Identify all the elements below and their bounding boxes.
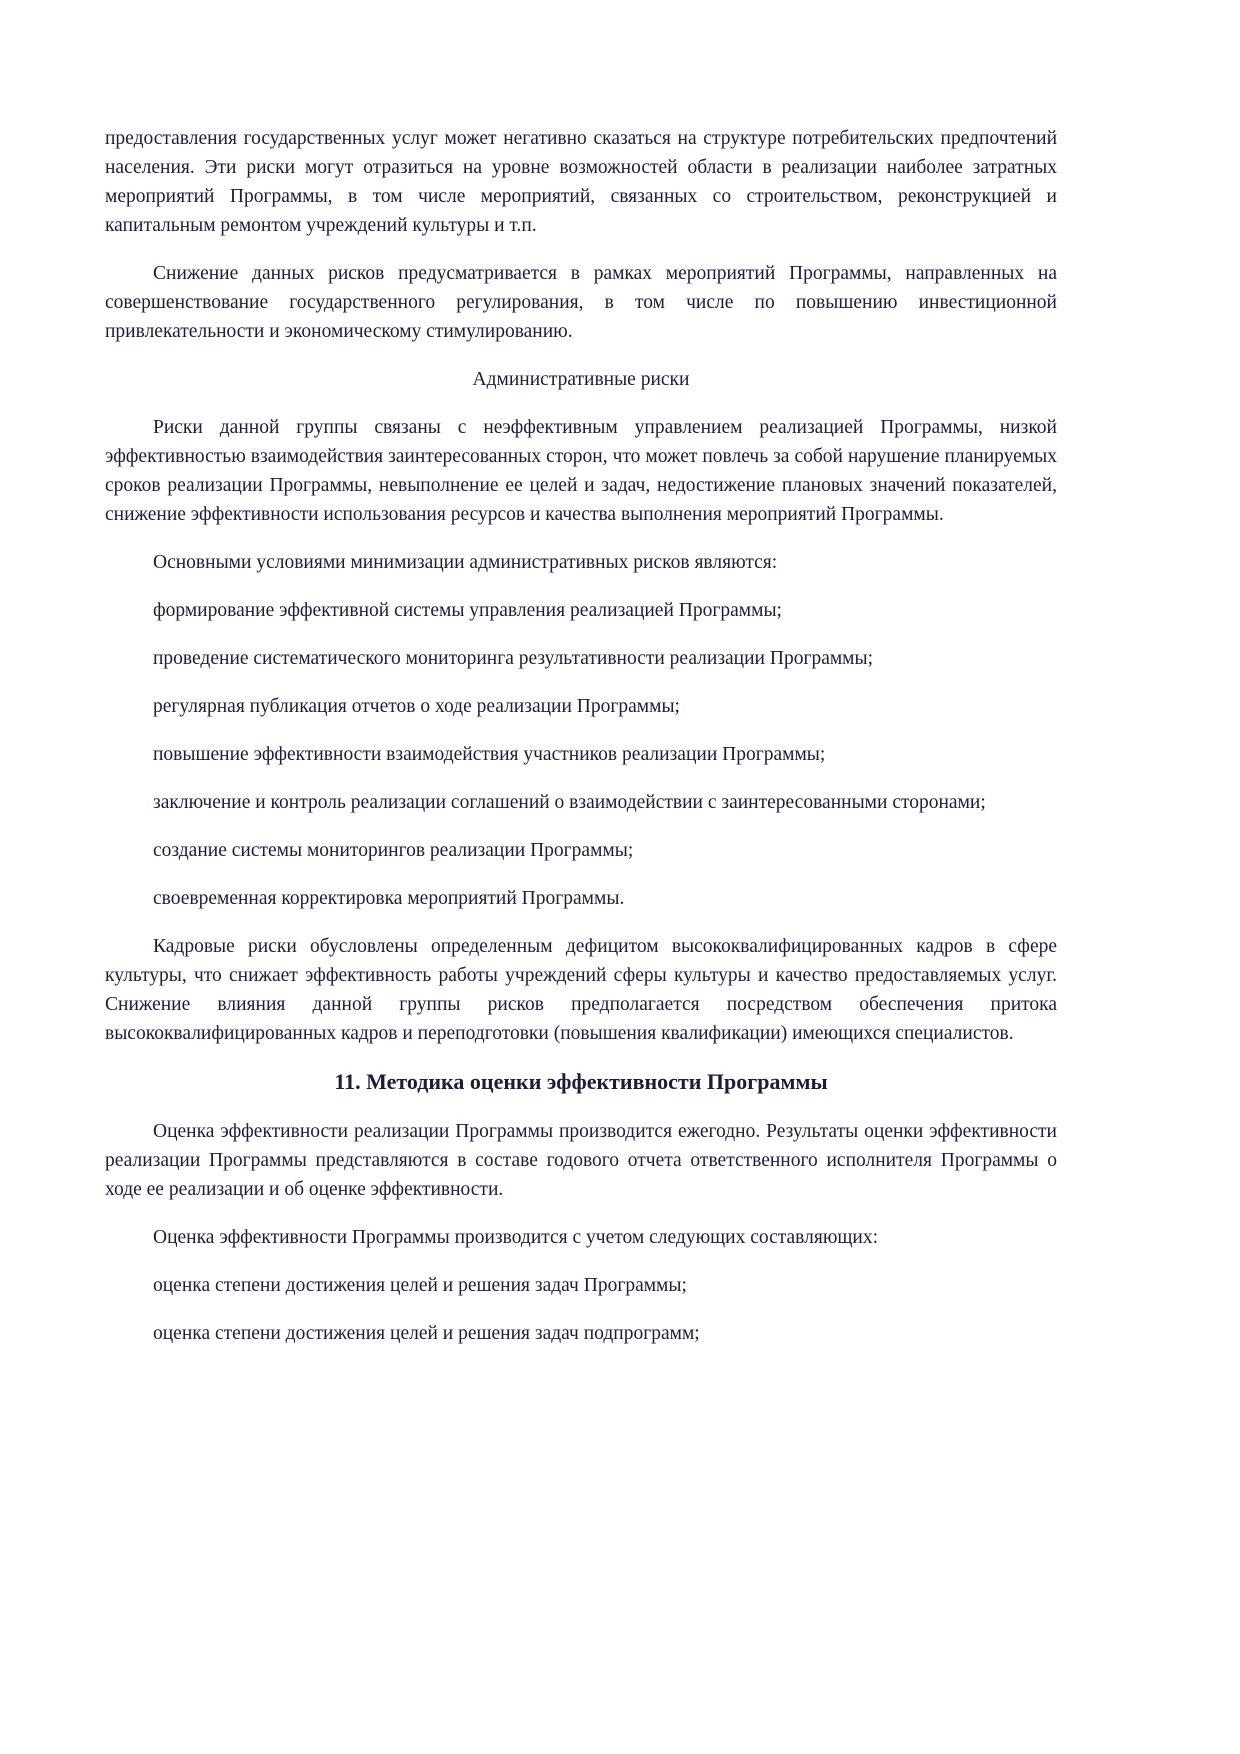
list-item-paragraph: оценка степени достижения целей и решения задач Программы; — [153, 1275, 687, 1296]
body-paragraph: Риски данной группы связаны с неэффективным управлением реализацией Программы, низкой эффективностью взаимодействия заинтересованных сторон, что может повлечь за собой нарушение планируемых сроков реализации Программы, невыполнение ее целей и задач, недостижение плановых значений показателей, снижение эффективности использования ресурсов и качества выполнения мероприятий Программы. — [105, 417, 1057, 525]
list-item-paragraph: своевременная корректировка мероприятий Программы. — [153, 888, 625, 909]
list-item-paragraph: создание системы мониторингов реализации Программы; — [153, 840, 634, 861]
list-item-paragraph: формирование эффективной системы управления реализацией Программы; — [153, 600, 782, 621]
body-paragraph: Оценка эффективности реализации Программы производится ежегодно. Результаты оценки эффективности реализации Программы представляются в составе годового отчета ответственного исполнителя Программы о ходе ее реализации и об оценке эффективности. — [105, 1121, 1057, 1200]
chapter-heading: 11. Методика оценки эффективности Программы — [334, 1069, 828, 1094]
body-paragraph: Основными условиями минимизации административных рисков являются: — [153, 552, 778, 573]
list-item-paragraph: регулярная публикация отчетов о ходе реализации Программы; — [153, 696, 680, 717]
list-item-paragraph: оценка степени достижения целей и решения задач подпрограмм; — [153, 1323, 700, 1344]
body-paragraph: Кадровые риски обусловлены определенным дефицитом высококвалифицированных кадров в сфере культуры, что снижает эффективность работы учреждений сферы культуры и качество предоставляемых услуг. Снижение влияния данной группы рисков предполагается посредством обеспечения притока высококвалифицированных кадров и переподготовки (повышения квалификации) имеющихся специалистов. — [105, 936, 1057, 1044]
list-item-paragraph: заключение и контроль реализации соглашений о взаимодействии с заинтересованными сторонами; — [153, 792, 986, 813]
subsection-heading: Административные риски — [472, 369, 690, 390]
list-item-paragraph: повышение эффективности взаимодействия участников реализации Программы; — [153, 744, 826, 765]
list-item-paragraph: проведение систематического мониторинга результативности реализации Программы; — [153, 648, 874, 669]
body-paragraph: предоставления государственных услуг может негативно сказаться на структуре потребительских предпочтений населения. Эти риски могут отразиться на уровне возможностей области в реализации наиболее затратных мероприятий Программы, в том числе мероприятий, связанных со строительством, реконструкцией и капитальным ремонтом учреждений культуры и т.п. — [105, 128, 1057, 236]
body-paragraph: Снижение данных рисков предусматривается в рамках мероприятий Программы, направленных на совершенствование государственного регулирования, в том числе по повышению инвестиционной привлекательности и экономическому стимулированию. — [105, 263, 1057, 342]
body-paragraph: Оценка эффективности Программы производится с учетом следующих составляющих: — [153, 1227, 879, 1248]
